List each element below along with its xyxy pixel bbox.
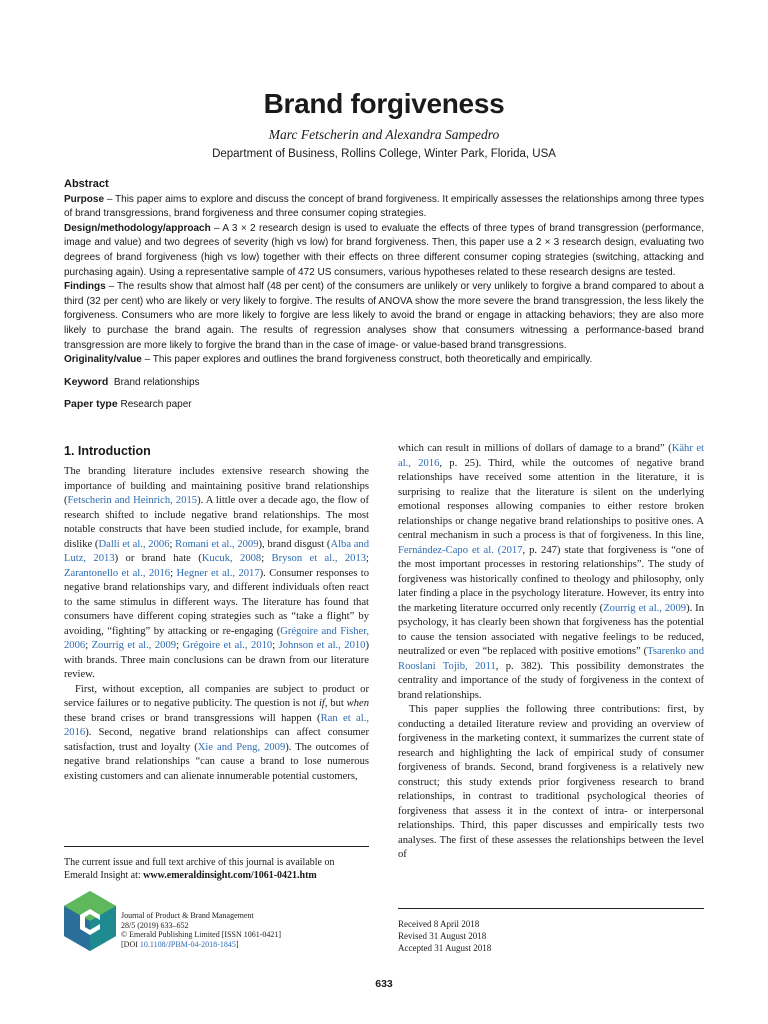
journal-volume: 28/5 (2019) 633–652 bbox=[121, 920, 189, 930]
citation-link[interactable]: Xie and Peng, 2009 bbox=[197, 741, 286, 753]
column-left bbox=[64, 465, 369, 784]
emphasis: if bbox=[318, 698, 325, 709]
citation-link[interactable]: Alba and Lutz, 2013 bbox=[64, 538, 370, 564]
keyword-value: Brand relationships bbox=[113, 377, 200, 388]
text-run: ; bbox=[272, 640, 279, 651]
text-run: ; bbox=[85, 640, 92, 651]
text-run: these brand crises or brand transgressions will happen ( bbox=[64, 712, 321, 724]
text-run: First, without exception, all companies are subject to product or service failures or to negative publicity. The question is not bbox=[64, 683, 369, 709]
citation-link[interactable]: Kähr et al., 2016 bbox=[398, 443, 704, 469]
design-text: – A 3 × 2 research design is used to evaluate the effects of three types of brand transgression (performance, image and value) and two degrees of severity (high vs low) for brand forgiveness. Then, this paper use a 2 × 3 research design, evaluating two degrees of brand forgiveness (high vs low) together with their effects on three different consumer coping strategies (switching, attacking and purchasing again). Using a representative sample of 472 US consumers, various hypotheses related to these research designs are tested. bbox=[64, 222, 704, 278]
date-accepted: Accepted 31 August 2018 bbox=[398, 943, 492, 953]
text-run: , p. 25). Third, while the outcomes of negative brand relationships have received some attention in the literature, it is surprising to realize that the literature is silent on the underlying emotional responses allowing companies to either restore broken relationships or change negative brand relationships to positive ones. A central mechanism in such a process is that of forgiveness. In this line, bbox=[398, 457, 704, 541]
citation-link[interactable]: Johnson et al., 2010 bbox=[278, 640, 366, 651]
page-number: 633 bbox=[375, 978, 393, 990]
design-label: Design/methodology/approach bbox=[64, 222, 211, 234]
citation-link[interactable]: Grégoire and Fisher, 2006 bbox=[64, 625, 369, 651]
citation-link[interactable]: Romani et al., 2009 bbox=[175, 538, 259, 550]
text-run: , p. 247) state that forgiveness is “one of the most important processes in restoring relationships”. The study of forgiveness was historically confined to theology and philosophy, only later finding a place in the psychology literature. However, its entry into the marketing literature occurred only recently ( bbox=[398, 544, 705, 614]
papertype-value: Research paper bbox=[120, 399, 192, 410]
citation-link[interactable]: Hegner et al., 2017 bbox=[176, 567, 260, 579]
text-run: ; bbox=[261, 553, 272, 564]
col2-paragraph-2: This paper supplies the following three contributions: first, by conducting a detailed literature review and providing an overview of forgiveness in the marketing context, it summarizes the current state of research and highlighting the lack of empirical study of consumer forgiveness of brands. Second, brand forgiveness is a relatively new construct; this study extends prior forgiveness research to brand relationships, in contrast to traditional psychological theories of forgiveness that assess it in the context of intra- or interpersonal relationships. Third, this paper discusses and empirically tests two analyses. The first of these assesses the relationships between the level of bbox=[398, 704, 704, 860]
originality-text: – This paper explores and outlines the brand forgiveness construct, both theoretically and empirically. bbox=[141, 354, 593, 366]
text-run: ), brand disgust ( bbox=[258, 538, 331, 550]
citation-link[interactable]: Ran et al., 2016 bbox=[64, 712, 369, 738]
text-run: ) or brand hate ( bbox=[114, 553, 202, 564]
citation-link[interactable]: Tsarenko and Rooslani Tojib, 2011 bbox=[398, 646, 704, 672]
authors: Marc Fetscherin and Alexandra Sampedro bbox=[268, 127, 500, 142]
dates-divider bbox=[398, 908, 704, 909]
section-heading: 1. Introduction bbox=[64, 444, 151, 458]
text-run: ; bbox=[170, 567, 177, 579]
abstract bbox=[64, 177, 704, 368]
papertype-line bbox=[64, 398, 192, 410]
findings-label: Findings bbox=[64, 281, 106, 293]
text-run: ) with brands. Three main conclusions can be drawn from our literature review. bbox=[64, 640, 369, 680]
col1-paragraph-1 bbox=[64, 465, 369, 683]
text-run: ; bbox=[169, 538, 176, 550]
paper-title: Brand forgiveness bbox=[263, 88, 505, 119]
abstract-purpose bbox=[64, 193, 704, 222]
citation-link[interactable]: Fernández-Capo et al. (2017 bbox=[398, 544, 523, 556]
papertype-label: Paper type bbox=[64, 398, 118, 410]
journal-issn: © Emerald Publishing Limited [ISSN 1061-0421] bbox=[121, 930, 282, 940]
text-run: , but bbox=[324, 698, 347, 709]
text-run: ). Consumer responses to negative brand relationships vary, and different individuals often react to the same stimulus in different ways. The literature has found that consumers have different coping strategies such as “take a flight” by avoiding, “fighting” by attacking or re-engaging ( bbox=[64, 567, 370, 637]
originality-label: Originality/value bbox=[64, 354, 142, 366]
text-run: ). Second, negative brand relationships can affect consumer satisfaction, trust and loyalty ( bbox=[64, 727, 369, 753]
text-run: The branding literature includes extensive research showing the importance of building and maintaining positive brand relationships ( bbox=[64, 466, 369, 506]
emphasis: when bbox=[346, 698, 369, 709]
citation-link[interactable]: Dalli et al., 2006 bbox=[98, 538, 170, 550]
archive-note-text: The current issue and full text archive of this journal is available on Emerald Insight at: bbox=[64, 857, 335, 881]
emerald-publishing-logo bbox=[64, 891, 116, 951]
keyword-label: Keyword bbox=[64, 376, 109, 388]
emerald-logo-icon bbox=[64, 891, 116, 951]
affiliation: Department of Business, Rollins College, Winter Park, Florida, USA bbox=[212, 148, 556, 160]
keyword-line bbox=[64, 376, 200, 388]
journal-name: Journal of Product & Brand Management bbox=[121, 911, 254, 920]
date-received: Received 8 April 2018 bbox=[398, 919, 480, 929]
submission-dates bbox=[398, 918, 491, 954]
citation-link[interactable]: Zarantonello et al., 2016 bbox=[64, 567, 171, 579]
citation-link[interactable]: Kucuk, 2008 bbox=[201, 553, 262, 564]
citation-link[interactable]: Grégoire et al., 2010 bbox=[182, 640, 273, 651]
purpose-label: Purpose bbox=[64, 193, 105, 205]
abstract-design bbox=[64, 222, 704, 280]
col1-paragraph-2 bbox=[64, 683, 369, 785]
citation-link[interactable]: Bryson et al., 2013 bbox=[271, 553, 367, 564]
doi-link[interactable]: 10.1108/JPBM-04-2018-1845 bbox=[139, 939, 236, 949]
archive-note bbox=[64, 856, 369, 882]
text-run: ). A little over a decade ago, the flow of research shifted to include negative brand relationships. The most notable constructs that have been studied include, for example, brand dislike ( bbox=[64, 495, 369, 550]
date-revised: Revised 31 August 2018 bbox=[398, 931, 487, 941]
abstract-originality bbox=[64, 353, 704, 368]
footnote-divider bbox=[64, 846, 369, 847]
text-run: which can result in millions of dollars of damage to a brand” ( bbox=[398, 443, 672, 454]
findings-text: – The results show that almost half (48 per cent) of the consumers are unlikely or very unlikely to forgive a brand compared to about a third (32 per cent) who are likely or very likely to forgive. The results of ANOVA show the more severe the brand transgression, the less likely the forgiveness. Consumers who are more likely to forgive are less likely to avoid the brand or engage in attacking behaviors; they are also more likely to purchase the brand again. The results of regression analyses show that consumers witnessing a performance-based brand transgression are more likely to forgive the brand than in the case of image- or value-based brand transgressions. bbox=[64, 281, 704, 351]
archive-url-link[interactable]: www.emeraldinsight.com/1061-0421.htm bbox=[143, 870, 317, 881]
doi-prefix: [DOI bbox=[121, 939, 140, 949]
citation-link[interactable]: Zourrig et al., 2009 bbox=[603, 602, 687, 614]
abstract-heading: Abstract bbox=[64, 178, 109, 190]
text-run: ). The outcomes of negative brand relationships “can cause a brand to lose numerous existing customers and can alienate innumerable potential customers, bbox=[64, 741, 370, 782]
purpose-text: – This paper aims to explore and discuss the concept of brand forgiveness. It empirically assesses the relationships among three types of brand transgressions, brand forgiveness and three consumer coping strategies. bbox=[64, 193, 704, 220]
journal-doi bbox=[121, 940, 281, 950]
text-run: , p. 382). This possibility demonstrates the centrality and importance of the study of forgiveness in the context of brand relationships. bbox=[398, 660, 704, 701]
column-right bbox=[398, 442, 704, 863]
doi-suffix: ] bbox=[235, 939, 239, 949]
journal-info bbox=[121, 911, 281, 949]
abstract-findings bbox=[64, 280, 704, 353]
text-run: ). In psychology, it has clearly been shown that forgiveness has the potential to cause the tension associated with negative feelings to be reduced, neutralized or even “be replaced with positive emotions” ( bbox=[398, 602, 704, 657]
col2-paragraph-1 bbox=[398, 442, 704, 703]
text-run: ; bbox=[366, 553, 369, 564]
citation-link[interactable]: Fetscherin and Heinrich, 2015 bbox=[67, 495, 198, 506]
text-run: ; bbox=[176, 640, 183, 651]
citation-link[interactable]: Zourrig et al., 2009 bbox=[91, 640, 177, 651]
